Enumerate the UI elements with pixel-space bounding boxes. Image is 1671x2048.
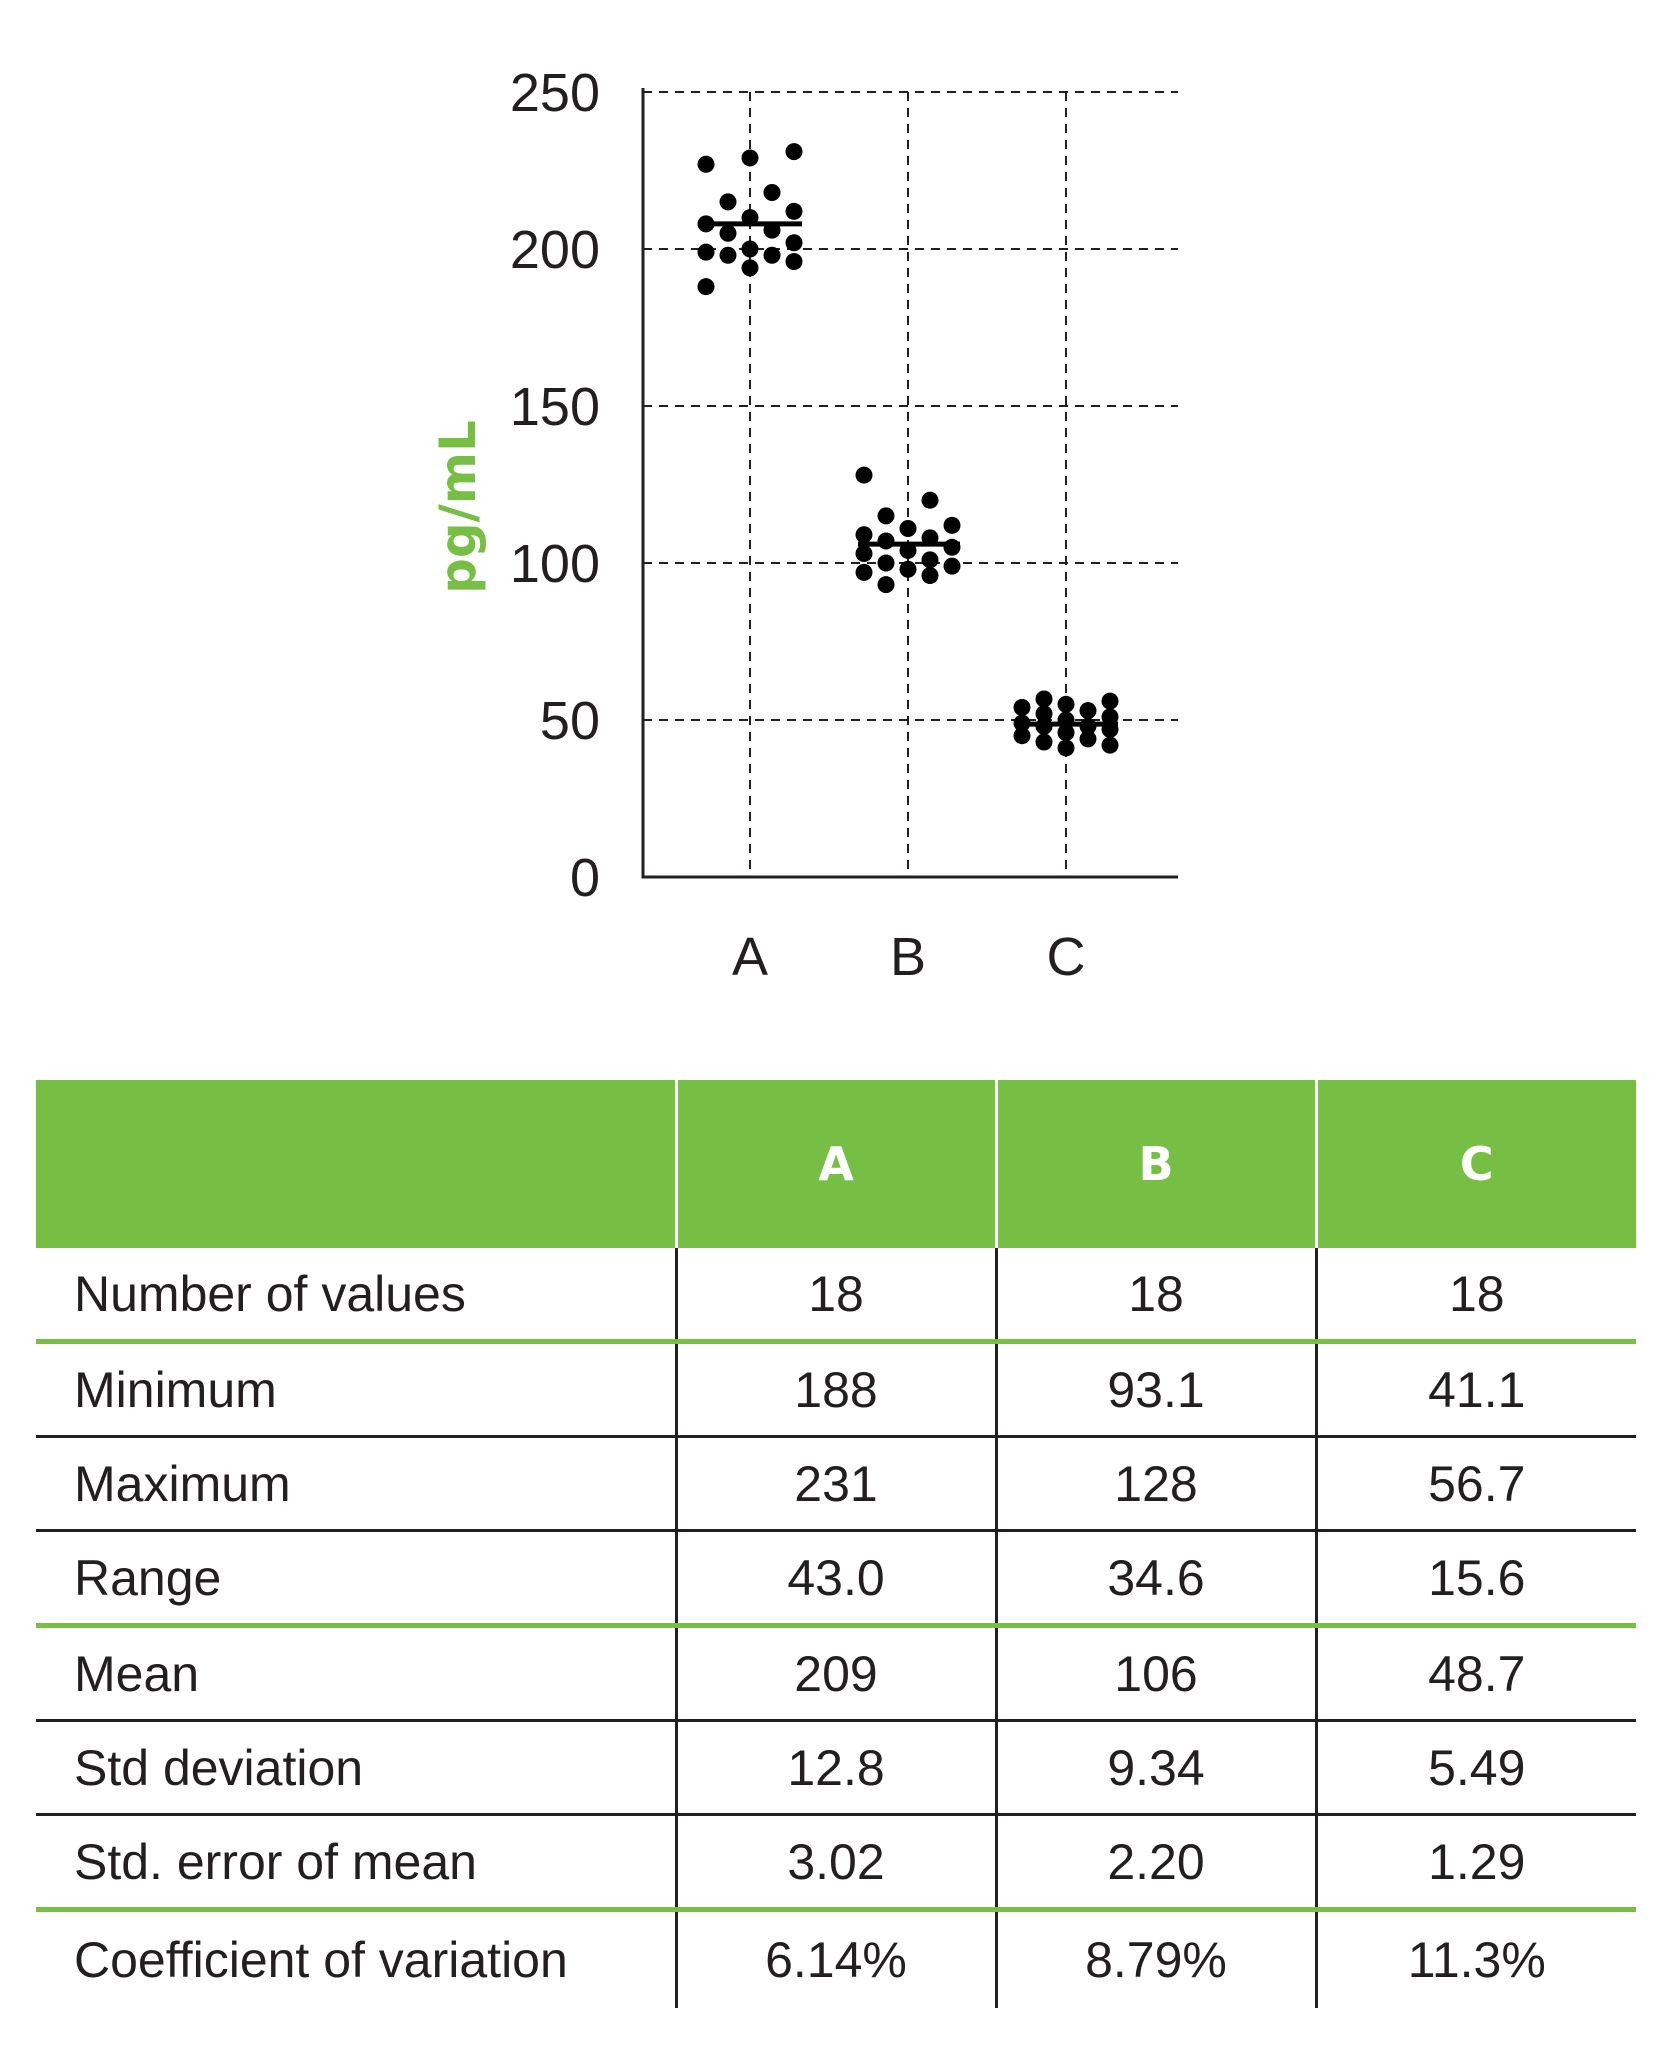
data-point xyxy=(878,507,895,524)
table-header-a: A xyxy=(676,1080,996,1248)
table-header-c: C xyxy=(1316,1080,1636,1248)
data-point xyxy=(856,564,873,581)
data-point xyxy=(878,533,895,550)
x-tick-label: C xyxy=(1046,927,1086,987)
cell-b: 128 xyxy=(996,1437,1316,1531)
cell-a: 18 xyxy=(676,1248,996,1342)
data-point xyxy=(1036,705,1053,722)
row-label: Minimum xyxy=(36,1342,676,1437)
table-row xyxy=(36,1342,1636,1437)
cell-b: 34.6 xyxy=(996,1531,1316,1626)
statistics-table xyxy=(36,1080,1636,2008)
data-point xyxy=(698,278,715,295)
cell-a: 6.14% xyxy=(676,1910,996,2009)
data-point xyxy=(1014,699,1031,716)
row-label: Number of values xyxy=(36,1248,676,1342)
data-point xyxy=(1036,733,1053,750)
data-point xyxy=(720,225,737,242)
y-tick-label: 200 xyxy=(509,220,600,280)
cell-a: 231 xyxy=(676,1437,996,1531)
table-row xyxy=(36,1626,1636,1721)
cell-c: 48.7 xyxy=(1316,1626,1636,1721)
chart-grid xyxy=(643,92,1178,877)
cell-b: 18 xyxy=(996,1248,1316,1342)
data-point xyxy=(944,517,961,534)
y-tick-label: 250 xyxy=(509,63,600,123)
data-point xyxy=(944,539,961,556)
data-point xyxy=(922,567,939,584)
data-point xyxy=(922,492,939,509)
x-tick-label: A xyxy=(731,927,769,987)
data-point xyxy=(742,259,759,276)
data-point xyxy=(1036,690,1053,707)
cell-b: 8.79% xyxy=(996,1910,1316,2009)
cell-c: 56.7 xyxy=(1316,1437,1636,1531)
table-row xyxy=(36,1248,1636,1342)
cell-b: 93.1 xyxy=(996,1342,1316,1437)
cell-c: 11.3% xyxy=(1316,1910,1636,2009)
cell-b: 2.20 xyxy=(996,1815,1316,1910)
row-label: Std. error of mean xyxy=(36,1815,676,1910)
data-point xyxy=(944,558,961,575)
table-row xyxy=(36,1531,1636,1626)
cell-c: 41.1 xyxy=(1316,1342,1636,1437)
row-label: Coefficient of variation xyxy=(74,1932,568,1988)
table-row xyxy=(36,1910,1636,2009)
data-point xyxy=(878,576,895,593)
data-point xyxy=(856,467,873,484)
data-point xyxy=(720,247,737,264)
data-point xyxy=(878,555,895,572)
data-point xyxy=(1080,702,1097,719)
y-tick-label: 0 xyxy=(569,848,600,908)
mean-lines xyxy=(700,224,1118,724)
table-row xyxy=(36,1721,1636,1815)
cell-a: 3.02 xyxy=(676,1815,996,1910)
data-point xyxy=(698,244,715,261)
data-point xyxy=(1058,739,1075,756)
x-tick-label: B xyxy=(889,927,927,987)
y-axis-title: pg/mL xyxy=(429,420,487,594)
data-point xyxy=(1102,693,1119,710)
y-tick-label: 100 xyxy=(509,534,600,594)
table-header-b: B xyxy=(996,1080,1316,1248)
cell-a: 43.0 xyxy=(676,1531,996,1626)
row-label: Std deviation xyxy=(36,1721,676,1815)
cell-b: 106 xyxy=(996,1626,1316,1721)
data-point xyxy=(786,203,803,220)
table-header-row xyxy=(36,1080,1636,1248)
data-point xyxy=(786,234,803,251)
data-point xyxy=(764,247,781,264)
cell-a: 12.8 xyxy=(676,1721,996,1815)
data-point xyxy=(856,545,873,562)
y-tick-label: 50 xyxy=(539,691,600,751)
cell-a: 209 xyxy=(676,1626,996,1721)
data-point xyxy=(742,149,759,166)
data-point xyxy=(786,143,803,160)
cell-c: 18 xyxy=(1316,1248,1636,1342)
data-point xyxy=(1102,737,1119,754)
data-point xyxy=(922,551,939,568)
row-label: Maximum xyxy=(36,1437,676,1531)
data-point xyxy=(856,526,873,543)
dot-plot-chart xyxy=(0,0,1671,1020)
cell-a: 188 xyxy=(676,1342,996,1437)
cell-c: 5.49 xyxy=(1316,1721,1636,1815)
cell-b: 9.34 xyxy=(996,1721,1316,1815)
data-point xyxy=(900,561,917,578)
data-point xyxy=(1058,696,1075,713)
data-point xyxy=(900,520,917,537)
row-label: Range xyxy=(36,1531,676,1626)
y-tick-label: 150 xyxy=(509,377,600,437)
table-row xyxy=(36,1437,1636,1531)
data-point xyxy=(742,241,759,258)
cell-c: 15.6 xyxy=(1316,1531,1636,1626)
data-point xyxy=(786,253,803,270)
table-row xyxy=(36,1815,1636,1910)
data-point xyxy=(720,193,737,210)
cell-c: 1.29 xyxy=(1316,1815,1636,1910)
row-label: Mean xyxy=(36,1626,676,1721)
tick-labels xyxy=(510,63,1086,987)
table-header-blank xyxy=(36,1080,676,1248)
data-point xyxy=(764,184,781,201)
data-point xyxy=(698,156,715,173)
